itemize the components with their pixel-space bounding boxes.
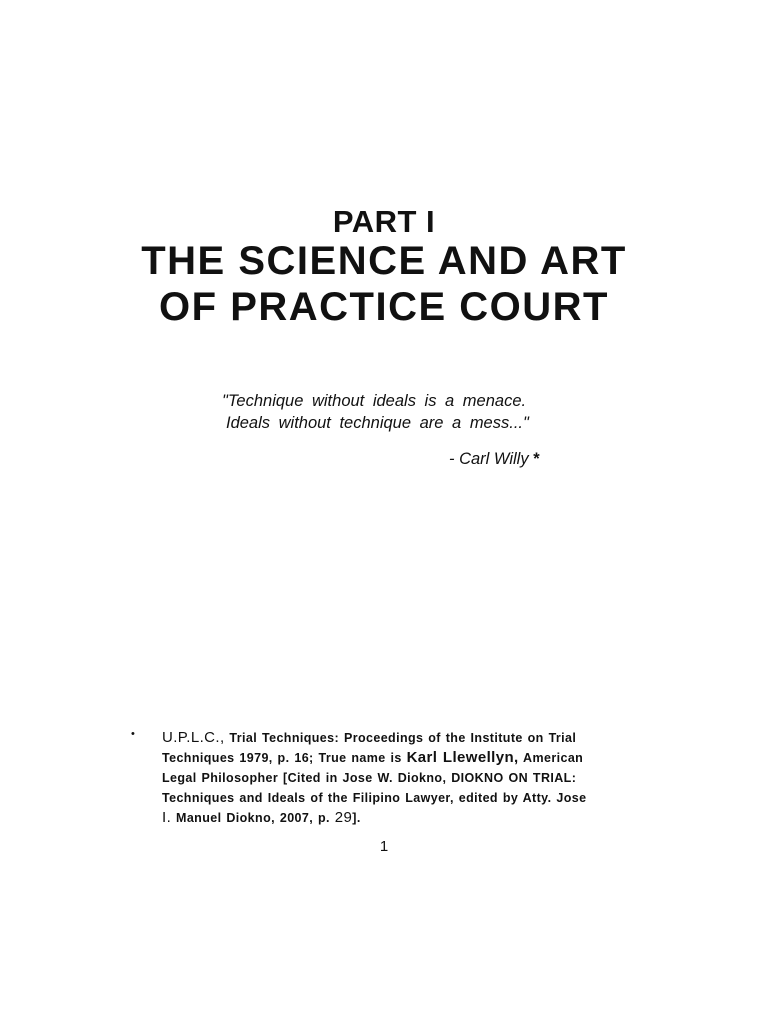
footnote-line-3: Legal Philosopher [Cited in Jose W. Diokno, DIOKNO ON TRIAL: bbox=[162, 771, 577, 785]
footnote bbox=[162, 728, 662, 828]
footnote-bullet: • bbox=[131, 728, 135, 740]
footnote-line-4: Techniques and Ideals of the Filipino Lawyer, edited by Atty. Jose bbox=[162, 791, 587, 805]
chapter-title-line-1: THE SCIENCE AND ART bbox=[141, 239, 627, 283]
footnote-line-2 bbox=[162, 748, 662, 768]
footnote-text: Manuel Diokno, 2007, p. bbox=[171, 811, 335, 825]
part-label: PART I bbox=[332, 204, 436, 239]
chapter-title bbox=[0, 238, 768, 330]
epigraph-attribution bbox=[449, 450, 540, 469]
footnote-text: Techniques 1979, p. 16; True name is bbox=[162, 751, 407, 765]
footnote-line-1 bbox=[162, 728, 662, 748]
epigraph-line-2: Ideals without technique are a mess..." bbox=[226, 414, 529, 432]
footnote-name: Karl Llewellyn, bbox=[406, 749, 519, 766]
chapter-title-line-2: OF PRACTICE COURT bbox=[159, 285, 609, 329]
footnote-source: U.P.L.C., bbox=[162, 729, 225, 746]
footnote-initial: I. bbox=[162, 809, 172, 826]
footnote-text: Trial Techniques: Proceedings of the Institute on Trial bbox=[224, 731, 577, 745]
footnote-marker: * bbox=[533, 450, 540, 468]
epigraph-quote bbox=[222, 390, 529, 434]
footnote-text: American bbox=[518, 751, 584, 765]
footnote-text: ]. bbox=[352, 811, 361, 825]
footnote-line-5 bbox=[162, 808, 662, 828]
attribution-text: - Carl Willy bbox=[449, 450, 529, 468]
epigraph-line-1: "Technique without ideals is a menace. bbox=[222, 392, 527, 410]
footnote-page: 29 bbox=[334, 809, 353, 826]
page-number: 1 bbox=[379, 838, 389, 855]
